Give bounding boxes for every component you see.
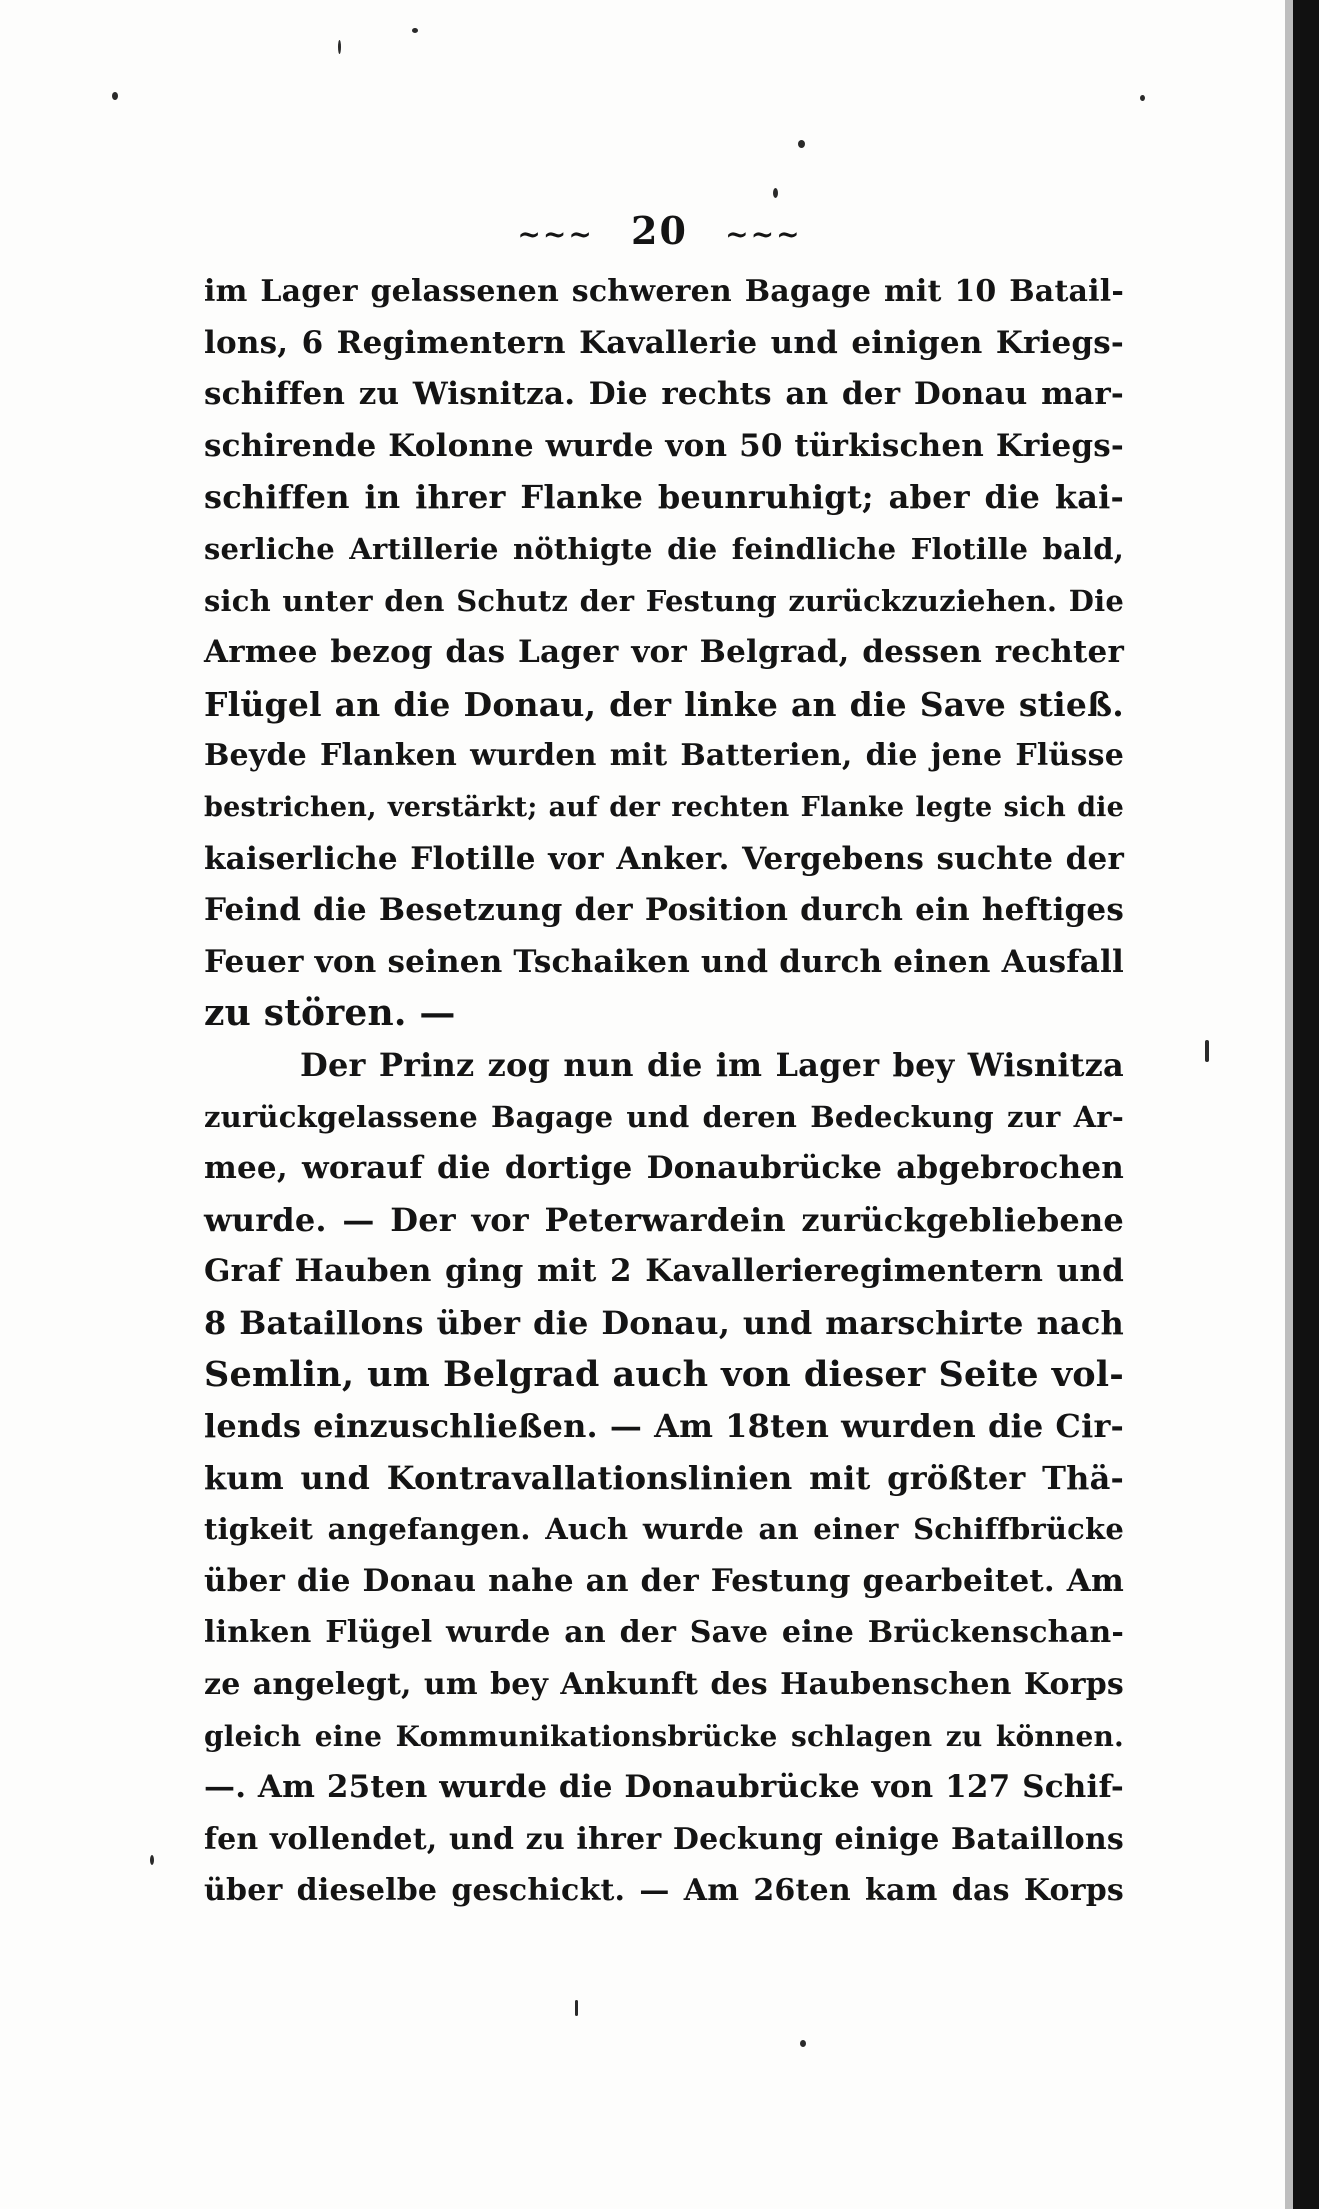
text-line: tigkeit angefangen. Auch wurde an einer Schiffbrücke (204, 1512, 1124, 1547)
scan-speck (412, 28, 418, 33)
text-line: Der Prinz zog nun die im Lager bey Wisnitza (300, 1045, 1124, 1084)
text-line: Graf Hauben ging mit 2 Kavallerieregimentern und (204, 1253, 1124, 1290)
scan-speck (798, 140, 805, 148)
scan-speck (800, 2040, 806, 2047)
scan-speck (1140, 95, 1145, 101)
text-line: Flügel an die Donau, der linke an die Save stieß. (204, 684, 1124, 724)
text-line: Semlin, um Belgrad auch von dieser Seite vol- (204, 1354, 1124, 1396)
scan-speck (150, 1855, 154, 1865)
text-line: lends einzuschließen. — Am 18ten wurden die Cir- (204, 1407, 1124, 1446)
header-ornament-right: ~~~ (725, 218, 802, 251)
scan-speck (773, 188, 778, 198)
text-line: über dieselbe geschickt. — Am 26ten kam das Korps (204, 1873, 1124, 1909)
text-line: Feind die Besetzung der Position durch ein heftiges (204, 892, 1124, 929)
text-line: zurückgelassene Bagage und deren Bedeckung zur Ar- (204, 1099, 1124, 1134)
body-text (204, 266, 1124, 1917)
text-line: mee, worauf die dortige Donaubrücke abgebrochen (204, 1150, 1124, 1187)
page-header (0, 208, 1319, 253)
text-line: schiffen in ihrer Flanke beunruhigt; aber die kai- (204, 478, 1124, 517)
text-line: sich unter den Schutz der Festung zurückzuziehen. Die (204, 583, 1124, 618)
text-line: Armee bezog das Lager vor Belgrad, dessen rechter (204, 634, 1124, 671)
text-line: wurde. — Der vor Peterwardein zurückgebliebene (204, 1200, 1124, 1239)
header-ornament-left: ~~~ (517, 218, 594, 251)
text-line: Beyde Flanken wurden mit Batterien, die jene Flüsse (204, 738, 1124, 774)
text-line: —. Am 25ten wurde die Donaubrücke von 127 Schif- (204, 1769, 1124, 1806)
text-line: 8 Bataillons über die Donau, und marschirte nach (204, 1303, 1124, 1342)
scan-speck (575, 2000, 578, 2016)
text-line: zu stören. — (204, 992, 456, 1035)
text-line: serliche Artillerie nöthigte die feindliche Flotille bald, (204, 531, 1124, 566)
binding-shadow (1285, 0, 1293, 2209)
text-line: schiffen zu Wisnitza. Die rechts an der Donau mar- (204, 376, 1124, 413)
text-line: kum und Kontravallationslinien mit größter Thä- (204, 1458, 1124, 1497)
scan-speck (1205, 1040, 1209, 1062)
text-line: schirende Kolonne wurde von 50 türkischen Kriegs- (204, 427, 1124, 464)
binding-edge (1293, 0, 1319, 2209)
text-line: über die Donau nahe an der Festung gearbeitet. Am (204, 1562, 1124, 1599)
text-line: kaiserliche Flotille vor Anker. Vergebens suchte der (204, 840, 1124, 877)
page-number: 20 (631, 208, 688, 253)
scan-speck (112, 92, 118, 100)
text-line: bestrichen, verstärkt; auf der rechten Flanke legte sich die (204, 791, 1124, 823)
text-line: ze angelegt, um bey Ankunft des Haubenschen Korps (204, 1667, 1124, 1703)
scan-speck (338, 40, 341, 54)
text-line: im Lager gelassenen schweren Bagage mit 10 Batail- (204, 274, 1124, 309)
text-line: gleich eine Kommunikationsbrücke schlagen zu können. (204, 1719, 1124, 1753)
text-line: linken Flügel wurde an der Save eine Brückenschan- (204, 1615, 1124, 1651)
text-line: lons, 6 Regimentern Kavallerie und einigen Kriegs- (204, 324, 1124, 361)
text-line: Feuer von seinen Tschaiken und durch einen Ausfall (204, 943, 1124, 980)
text-line: fen vollendet, und zu ihrer Deckung einige Bataillons (204, 1821, 1124, 1857)
